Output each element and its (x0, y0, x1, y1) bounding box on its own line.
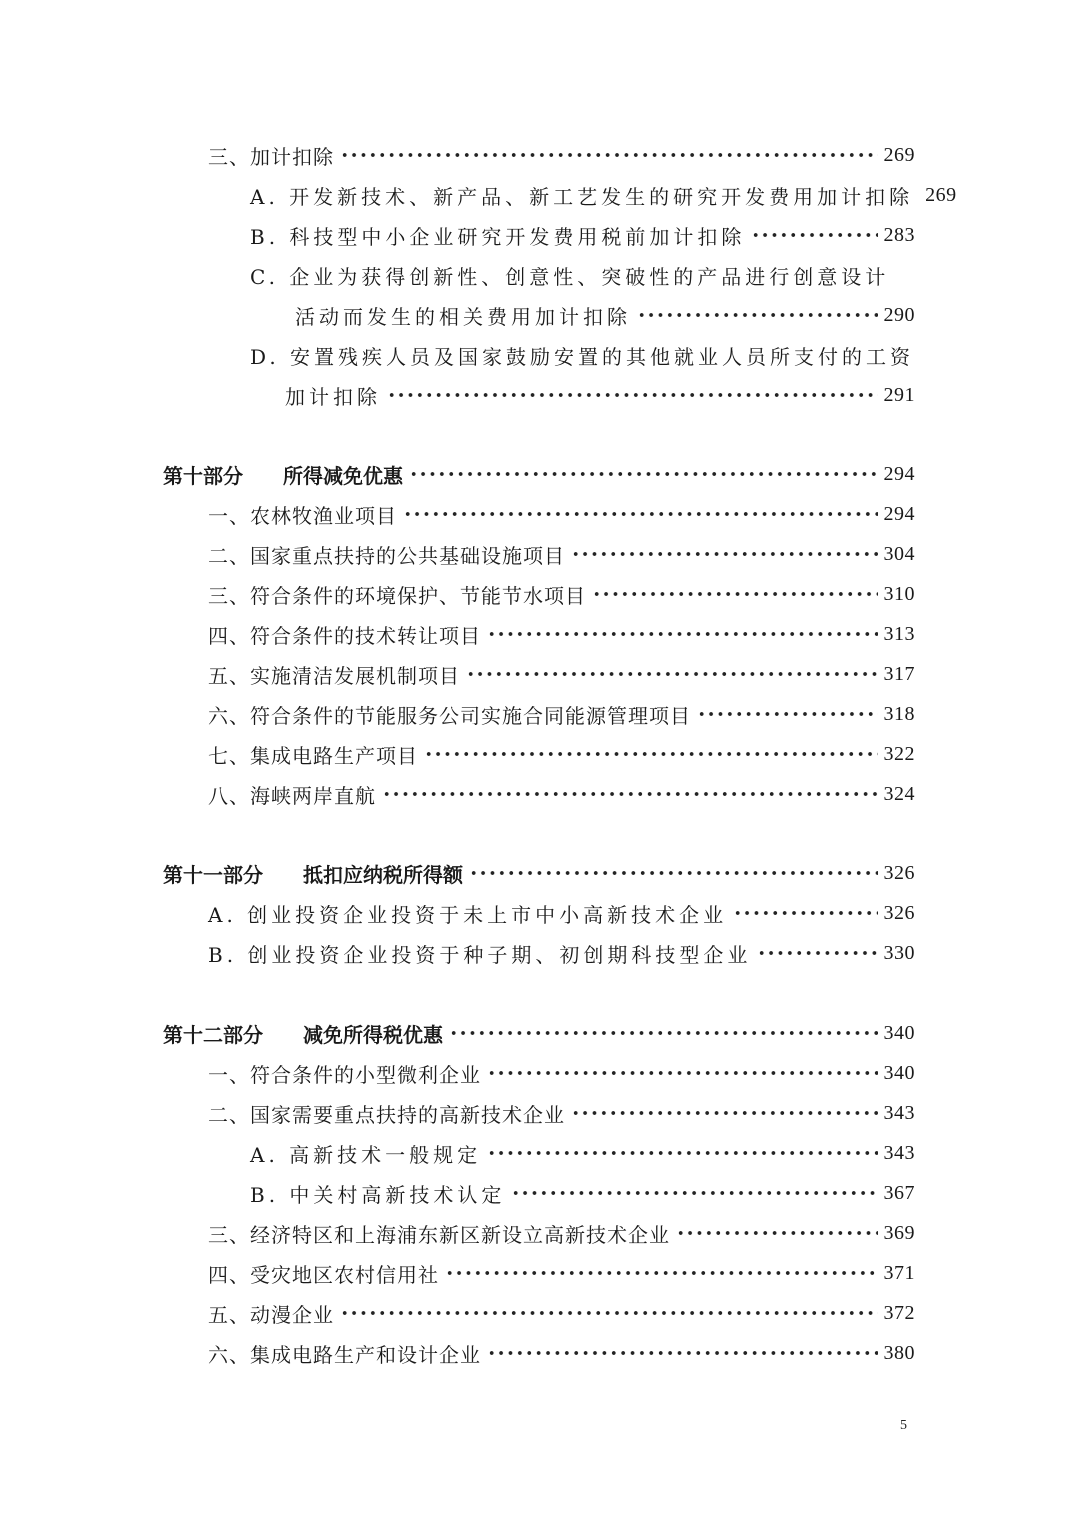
toc-entry-page: 343 (883, 1101, 915, 1124)
toc-entry-page: 283 (883, 223, 915, 246)
dot-leader (424, 744, 878, 764)
toc-entry-title: 第十部分 所得减免优惠 (163, 463, 403, 488)
dot-leader (571, 544, 878, 564)
toc-entry-title: A. 高新技术一般规定 (250, 1142, 482, 1167)
dot-leader (637, 305, 878, 325)
toc-entry-page: 317 (883, 662, 915, 685)
toc-entry-title: 三、加计扣除 (208, 144, 334, 169)
toc-entry-title: B. 中关村高新技术认定 (250, 1182, 506, 1207)
toc-entry-title: 第十一部分 抵扣应纳税所得额 (163, 862, 463, 887)
toc-entry[interactable] (208, 137, 915, 173)
toc-entry-page: 310 (883, 582, 915, 605)
dot-leader (403, 504, 878, 524)
dot-leader (487, 624, 878, 644)
toc-entry-page: 318 (883, 702, 915, 725)
dot-leader (733, 903, 877, 923)
toc-entry[interactable] (208, 536, 915, 572)
dot-leader (487, 1143, 877, 1163)
toc-entry[interactable] (208, 1255, 915, 1291)
toc-entry[interactable] (285, 377, 915, 413)
toc-entry[interactable] (208, 496, 915, 532)
dot-leader (409, 464, 878, 484)
toc-entry-title: 五、动漫企业 (208, 1302, 334, 1327)
toc-entry-page: 324 (883, 782, 915, 805)
toc-entry[interactable] (208, 656, 915, 692)
toc-entry-title: 六、符合条件的节能服务公司实施合同能源管理项目 (208, 703, 691, 728)
toc-entry-title: A. 开发新技术、新产品、新工艺发生的研究开发费用加计扣除 (250, 184, 914, 209)
toc-entry-title: A. 创业投资企业投资于未上市中小高新技术企业 (208, 902, 728, 927)
dot-leader (757, 943, 877, 963)
toc-entry-page: 291 (883, 383, 915, 406)
toc-entry-title: 一、农林牧渔业项目 (208, 503, 397, 528)
dot-leader (382, 784, 878, 804)
toc-entry[interactable] (208, 1295, 915, 1331)
toc-entry-page: 304 (883, 542, 915, 565)
toc-entry-title: B. 科技型中小企业研究开发费用税前加计扣除 (250, 224, 746, 249)
dot-leader (511, 1183, 877, 1203)
dot-leader (571, 1103, 878, 1123)
toc-entry[interactable] (208, 616, 915, 652)
toc-entry-title: 二、国家重点扶持的公共基础设施项目 (208, 543, 565, 568)
toc-entry-page: 380 (883, 1341, 915, 1364)
toc-entry-title: 一、符合条件的小型微利企业 (208, 1062, 481, 1087)
dot-leader (487, 1343, 878, 1363)
toc-entry-page: 340 (883, 1021, 915, 1044)
dot-leader (340, 1303, 878, 1323)
toc-part-heading[interactable] (163, 456, 915, 492)
toc-part-heading[interactable] (163, 855, 915, 891)
dot-leader (676, 1223, 878, 1243)
dot-leader (449, 1023, 878, 1043)
toc-entry-title: C. 企业为获得创新性、创意性、突破性的产品进行创意设计 (250, 264, 890, 289)
dot-leader (592, 584, 878, 604)
toc-entry-page: 322 (883, 742, 915, 765)
toc-entry[interactable] (208, 935, 915, 971)
toc-entry-page: 367 (883, 1181, 915, 1204)
toc-entry-title: 活动而发生的相关费用加计扣除 (295, 304, 631, 329)
toc-entry-page: 269 (883, 143, 915, 166)
toc-entry[interactable] (250, 1175, 915, 1211)
toc-entry-title: 加计扣除 (285, 384, 381, 409)
toc-entry[interactable] (250, 177, 957, 213)
toc-entry[interactable] (250, 217, 915, 253)
toc-entry-page: 269 (925, 183, 957, 206)
toc-entry-title: 四、受灾地区农村信用社 (208, 1262, 439, 1287)
toc-entry[interactable] (208, 1055, 915, 1091)
dot-leader (469, 863, 878, 883)
toc-entry-page: 294 (883, 502, 915, 525)
toc-entry[interactable] (208, 1215, 915, 1251)
toc-entry[interactable] (250, 337, 915, 373)
dot-leader (751, 225, 877, 245)
toc-entry-title: 五、实施清洁发展机制项目 (208, 663, 460, 688)
toc-entry-page: 313 (883, 622, 915, 645)
toc-entry[interactable] (250, 1135, 915, 1171)
toc-entry[interactable] (208, 776, 915, 812)
toc-entry[interactable] (208, 576, 915, 612)
toc-entry-page: 326 (883, 901, 915, 924)
toc-entry-title: 第十二部分 减免所得税优惠 (163, 1022, 443, 1047)
toc-entry[interactable] (208, 1095, 915, 1131)
toc-entry-title: 四、符合条件的技术转让项目 (208, 623, 481, 648)
toc-entry[interactable] (250, 257, 915, 293)
page-number: 5 (900, 1418, 907, 1433)
toc-entry-title: 二、国家需要重点扶持的高新技术企业 (208, 1102, 565, 1127)
toc-entry-page: 330 (883, 941, 915, 964)
dot-leader (697, 704, 878, 724)
toc-entry-page: 372 (883, 1301, 915, 1324)
toc-entry[interactable] (208, 895, 915, 931)
toc-part-heading[interactable] (163, 1015, 915, 1051)
toc-entry-page: 369 (883, 1221, 915, 1244)
toc-entry-title: 七、集成电路生产项目 (208, 743, 418, 768)
toc-entry[interactable] (208, 696, 915, 732)
toc-entry-page: 371 (883, 1261, 915, 1284)
toc-entry[interactable] (208, 736, 915, 772)
toc-entry-title: 八、海峡两岸直航 (208, 783, 376, 808)
toc-entry-title: 六、集成电路生产和设计企业 (208, 1342, 481, 1367)
dot-leader (466, 664, 878, 684)
toc-entry-page: 343 (883, 1141, 915, 1164)
dot-leader (487, 1063, 878, 1083)
toc-entry-page: 290 (883, 303, 915, 326)
toc-entry-page: 326 (883, 861, 915, 884)
dot-leader (445, 1263, 878, 1283)
toc-entry-title: D. 安置残疾人员及国家鼓励安置的其他就业人员所支付的工资 (250, 344, 915, 369)
toc-entry-title: 三、经济特区和上海浦东新区新设立高新技术企业 (208, 1222, 670, 1247)
toc-entry[interactable] (295, 297, 915, 333)
toc-entry[interactable] (208, 1335, 915, 1371)
toc-entry-title: B. 创业投资企业投资于种子期、初创期科技型企业 (208, 942, 752, 967)
toc-entry-page: 340 (883, 1061, 915, 1084)
dot-leader (340, 145, 878, 165)
dot-leader (387, 385, 878, 405)
toc-entry-page: 294 (883, 462, 915, 485)
toc-entry-title: 三、符合条件的环境保护、节能节水项目 (208, 583, 586, 608)
